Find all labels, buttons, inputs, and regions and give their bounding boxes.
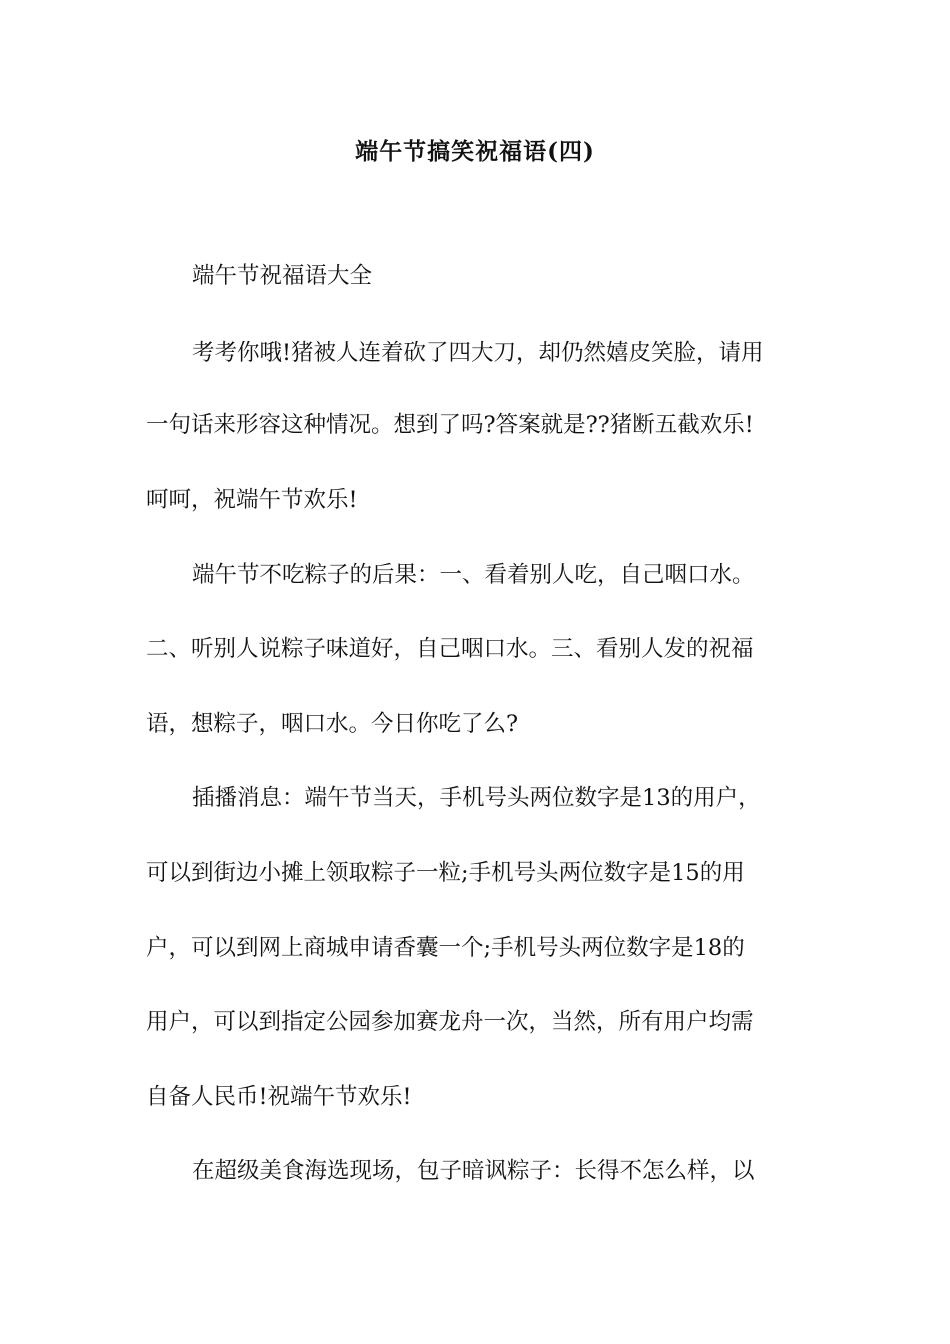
text-line: 户，可以到网上商城申请香囊一个;手机号头两位数字是18的 bbox=[146, 935, 745, 961]
text-line: 语，想粽子，咽口水。今日你吃了么? bbox=[146, 711, 519, 737]
document-title: 端午节搞笑祝福语(四) bbox=[355, 138, 595, 165]
text-line: 自备人民币!祝端午节欢乐! bbox=[146, 1084, 412, 1110]
text-line: 端午节不吃粽子的后果：一、看着别人吃，自己咽口水。 bbox=[192, 562, 755, 588]
text-line: 一句话来形容这种情况。想到了吗?答案就是??猪断五截欢乐! bbox=[146, 412, 754, 438]
text-line: 在超级美食海选现场，包子暗讽粽子：长得不怎么样，以 bbox=[192, 1158, 755, 1184]
text-line: 考考你哦!猪被人连着砍了四大刀，却仍然嬉皮笑脸，请用 bbox=[192, 340, 764, 366]
text-line: 可以到街边小摊上领取粽子一粒;手机号头两位数字是15的用 bbox=[146, 860, 745, 886]
text-line: 用户，可以到指定公园参加赛龙舟一次，当然，所有用户均需 bbox=[146, 1009, 754, 1035]
text-line: 二、听别人说粽子味道好，自己咽口水。三、看别人发的祝福 bbox=[146, 636, 754, 662]
text-line: 插播消息：端午节当天，手机号头两位数字是13的用户， bbox=[192, 785, 761, 811]
text-line: 呵呵，祝端午节欢乐! bbox=[146, 487, 358, 513]
text-line: 端午节祝福语大全 bbox=[192, 263, 373, 289]
